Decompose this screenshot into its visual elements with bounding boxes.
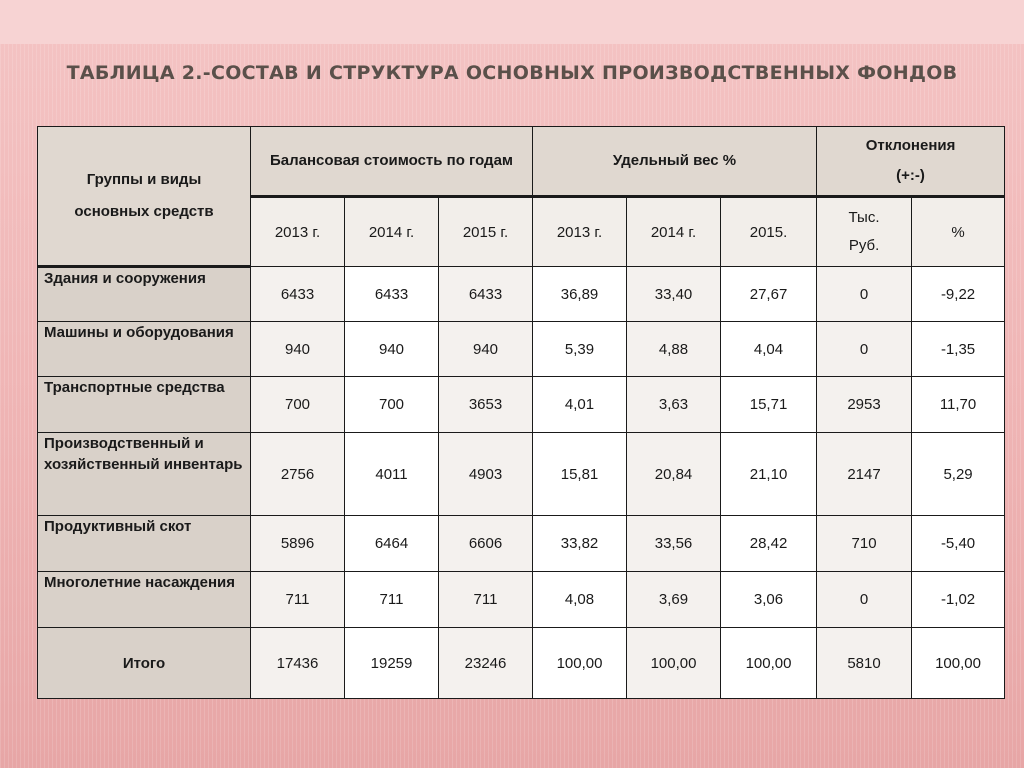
table-cell: 940 xyxy=(345,322,439,377)
table-row xyxy=(38,516,1005,572)
table-row xyxy=(38,377,1005,433)
table-cell: 700 xyxy=(345,377,439,433)
header-deviation xyxy=(817,127,1005,197)
table-cell: 3,06 xyxy=(721,572,817,628)
header-deviation-line1: Отклонения xyxy=(865,137,956,154)
header-balance: Балансовая стоимость по годам xyxy=(251,127,533,197)
header-groups: Группы и виды основных средств xyxy=(38,127,251,267)
table-cell: 100,00 xyxy=(721,628,817,699)
table-cell: 2756 xyxy=(251,433,345,516)
table-cell: 15,71 xyxy=(721,377,817,433)
table-cell: 711 xyxy=(439,572,533,628)
table-cell: 6433 xyxy=(251,267,345,322)
table-cell: 0 xyxy=(817,322,912,377)
row-label: Итого xyxy=(38,628,251,699)
table-cell: 940 xyxy=(251,322,345,377)
table-cell: 4,04 xyxy=(721,322,817,377)
table-cell: 5,39 xyxy=(533,322,627,377)
row-label: Здания и сооружения xyxy=(38,267,251,322)
header-dev-thousands-line2: Руб. xyxy=(848,237,880,254)
header-share: Удельный вес % xyxy=(533,127,817,197)
table-cell: 711 xyxy=(345,572,439,628)
header-year: 2014 г. xyxy=(345,197,439,267)
table-cell: 27,67 xyxy=(721,267,817,322)
table-cell: 6606 xyxy=(439,516,533,572)
table-cell: -5,40 xyxy=(912,516,1005,572)
table-row xyxy=(38,628,1005,699)
table-cell: 21,10 xyxy=(721,433,817,516)
table-cell: 3653 xyxy=(439,377,533,433)
table-row xyxy=(38,433,1005,516)
header-dev-thousands xyxy=(817,197,912,267)
header-dev-thousands-line1: Тыс. xyxy=(848,209,880,226)
table-row xyxy=(38,267,1005,322)
table-cell: 4,88 xyxy=(627,322,721,377)
table-cell: 5,29 xyxy=(912,433,1005,516)
table-cell: 100,00 xyxy=(627,628,721,699)
table-row xyxy=(38,572,1005,628)
header-deviation-line2: (+:-) xyxy=(896,167,925,184)
header-year: 2014 г. xyxy=(627,197,721,267)
table-cell: 2147 xyxy=(817,433,912,516)
table-cell: 20,84 xyxy=(627,433,721,516)
table-cell: 700 xyxy=(251,377,345,433)
header-year: 2015 г. xyxy=(439,197,533,267)
table-cell: 17436 xyxy=(251,628,345,699)
table-cell: 100,00 xyxy=(533,628,627,699)
table-cell: 19259 xyxy=(345,628,439,699)
table-cell: -1,02 xyxy=(912,572,1005,628)
row-label: Многолетние насаждения xyxy=(38,572,251,628)
header-dev-percent: % xyxy=(912,197,1005,267)
table-cell: 33,40 xyxy=(627,267,721,322)
table-cell: -9,22 xyxy=(912,267,1005,322)
table-cell: 4011 xyxy=(345,433,439,516)
table-row xyxy=(38,322,1005,377)
table-cell: 0 xyxy=(817,572,912,628)
table-cell: 33,82 xyxy=(533,516,627,572)
row-label: Транспортные средства xyxy=(38,377,251,433)
header-year: 2013 г. xyxy=(533,197,627,267)
header-year: 2013 г. xyxy=(251,197,345,267)
table-cell: 710 xyxy=(817,516,912,572)
table-cell: 5896 xyxy=(251,516,345,572)
table-cell: 4,01 xyxy=(533,377,627,433)
table-cell: 4,08 xyxy=(533,572,627,628)
fixed-assets-table xyxy=(37,126,1005,699)
table-cell: 6433 xyxy=(439,267,533,322)
table-cell: 0 xyxy=(817,267,912,322)
table-cell: 28,42 xyxy=(721,516,817,572)
page-title: ТАБЛИЦА 2.-СОСТАВ И СТРУКТУРА ОСНОВНЫХ ПРОИЗВОДСТВЕННЫХ ФОНДОВ xyxy=(66,62,958,84)
table-cell: 5810 xyxy=(817,628,912,699)
table-cell: -1,35 xyxy=(912,322,1005,377)
table-cell: 23246 xyxy=(439,628,533,699)
header-year: 2015. xyxy=(721,197,817,267)
table-cell: 711 xyxy=(251,572,345,628)
table-cell: 940 xyxy=(439,322,533,377)
row-label: Производственный и хозяйственный инвентарь xyxy=(38,433,251,516)
table-cell: 36,89 xyxy=(533,267,627,322)
table-cell: 3,69 xyxy=(627,572,721,628)
table-cell: 3,63 xyxy=(627,377,721,433)
table-cell: 33,56 xyxy=(627,516,721,572)
table-cell: 100,00 xyxy=(912,628,1005,699)
table-cell: 6433 xyxy=(345,267,439,322)
table-cell: 6464 xyxy=(345,516,439,572)
row-label: Машины и оборудования xyxy=(38,322,251,377)
table-cell: 2953 xyxy=(817,377,912,433)
row-label: Продуктивный скот xyxy=(38,516,251,572)
table-cell: 11,70 xyxy=(912,377,1005,433)
table-cell: 15,81 xyxy=(533,433,627,516)
top-band xyxy=(0,0,1024,44)
table-body xyxy=(38,267,1005,699)
table-cell: 4903 xyxy=(439,433,533,516)
